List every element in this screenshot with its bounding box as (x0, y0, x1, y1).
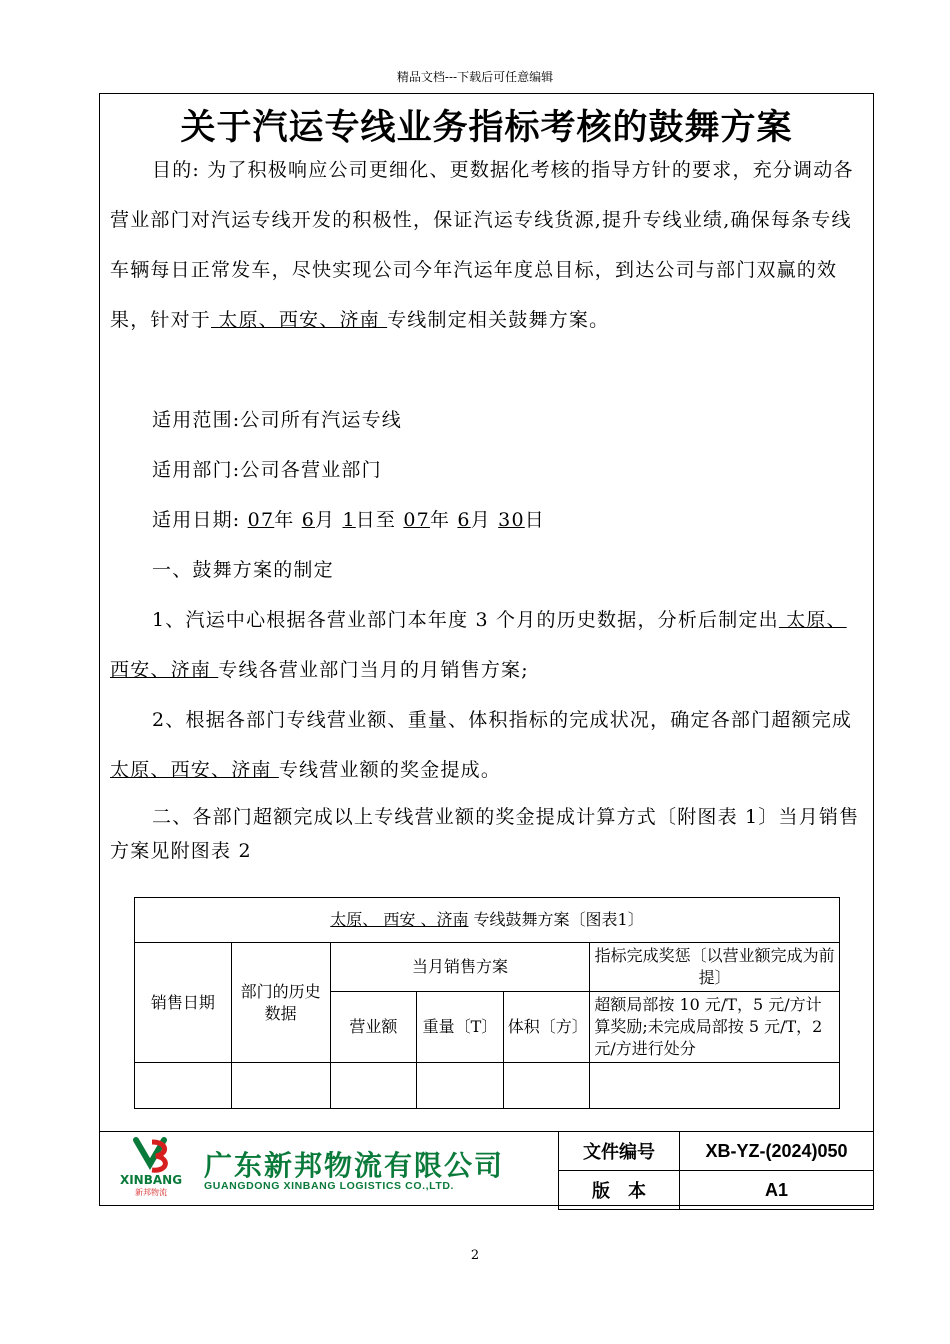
table-cell-empty (503, 1063, 590, 1109)
section-1-heading: 一、鼓舞方案的制定 (152, 559, 334, 581)
item-1-paragraph (110, 595, 865, 695)
date-end-day-unit: 日 (524, 509, 545, 531)
item-2-text-pre: 2、根据各部门专线营业额、重量、体积指标的完成状况，确定各部门超额完成 (152, 709, 853, 731)
incentive-table (134, 897, 840, 1109)
item-1-text-post: 专线各营业部门当月的月销售方案; (218, 659, 529, 681)
date-end-month: 6 (457, 509, 471, 531)
table-cell-empty (590, 1063, 840, 1109)
table-caption (135, 898, 840, 943)
section-2-paragraph: 二、各部门超额完成以上专线营业额的奖金提成计算方式〔附图表 1〕当月销售方案见附图表 2 (110, 806, 860, 862)
xinbang-logo-mark-icon (106, 1136, 196, 1196)
table-cell-empty (135, 1063, 232, 1109)
date-end-year: 07 (403, 509, 430, 531)
date-end-month-unit: 月 (470, 509, 491, 531)
item-2-text-post: 专线营业额的奖金提成。 (278, 759, 502, 781)
col-volume: 体积〔方〕 (503, 992, 590, 1063)
logo-subtext: 新邦物流 (135, 1188, 167, 1196)
doc-number-label: 文件编号 (559, 1132, 680, 1171)
doc-number-value: XB-YZ-(2024)050 (680, 1132, 874, 1171)
col-monthly-plan: 当月销售方案 (330, 943, 590, 992)
logo-text: XINBANG (119, 1173, 183, 1187)
date-line (110, 495, 865, 545)
date-start-year-unit: 年 (274, 509, 295, 531)
company-name-en: GUANGDONG XINBANG LOGISTICS CO.,LTD. (204, 1180, 455, 1192)
item-1-routes: 太原、西安、济南 (110, 609, 847, 681)
version-value: A1 (680, 1171, 874, 1210)
table-cell-empty (231, 1063, 330, 1109)
col-weight: 重量〔T〕 (417, 992, 504, 1063)
date-to-text: 日至 (355, 509, 397, 531)
date-label: 适用日期: (152, 509, 241, 531)
item-2-routes: 太原、西安、济南 (110, 759, 279, 781)
table-caption-rest: 专线鼓舞方案〔图表1〕 (473, 910, 644, 929)
col-reward: 指标完成奖惩〔以营业额完成为前提〕 (590, 943, 840, 992)
col-history: 部门的历史数据 (231, 943, 330, 1063)
purpose-routes: 太原、西安、济南 (211, 309, 388, 331)
date-start-year: 07 (247, 509, 275, 531)
date-end-day: 30 (498, 509, 525, 531)
company-name-cn: 广东新邦物流有限公司 (204, 1149, 505, 1182)
page-title: 关于汽运专线业务指标考核的鼓舞方案 (180, 108, 793, 148)
purpose-text-2: 专线制定相关鼓舞方案。 (387, 309, 610, 331)
date-start-day: 1 (342, 509, 356, 531)
table-cell-empty (417, 1063, 504, 1109)
date-start-month: 6 (301, 509, 315, 531)
page-number: 2 (470, 1248, 480, 1263)
header-note: 精品文档---下载后可任意编辑 (396, 70, 554, 84)
item-1-text-pre: 1、汽运中心根据各营业部门本年度 3 个月的历史数据，分析后制定出 (152, 609, 779, 631)
item-2-paragraph (110, 695, 865, 795)
company-logo (106, 1136, 556, 1200)
col-revenue: 营业额 (330, 992, 417, 1063)
date-start-month-unit: 月 (314, 509, 336, 531)
date-end-year-unit: 年 (429, 509, 451, 531)
purpose-text-1: 目的: 为了积极响应公司更细化、更数据化考核的指导方针的要求，充分调动各营业部门对汽运专线开发的积极性，保证汽运专线货源,提升专线业绩,确保每条专线车辆每日正常发车，尽快实现公司今年汽运年度总目标，到达公司与部门双赢的效果，针对于 (110, 159, 854, 331)
purpose-paragraph (110, 145, 865, 345)
col-sales-date: 销售日期 (135, 943, 232, 1063)
document-info-table (558, 1131, 874, 1210)
dept-line: 适用部门:公司各营业部门 (152, 459, 382, 481)
table-cell-empty (330, 1063, 417, 1109)
scope-line: 适用范围:公司所有汽运专线 (152, 409, 403, 431)
table-caption-routes: 太原、 西安 、济南 (330, 910, 469, 929)
reward-rule: 超额局部按 10 元/T，5 元/方计算奖励;未完成局部按 5 元/T，2 元/方进行处分 (590, 992, 840, 1063)
version-label: 版 本 (559, 1171, 680, 1210)
